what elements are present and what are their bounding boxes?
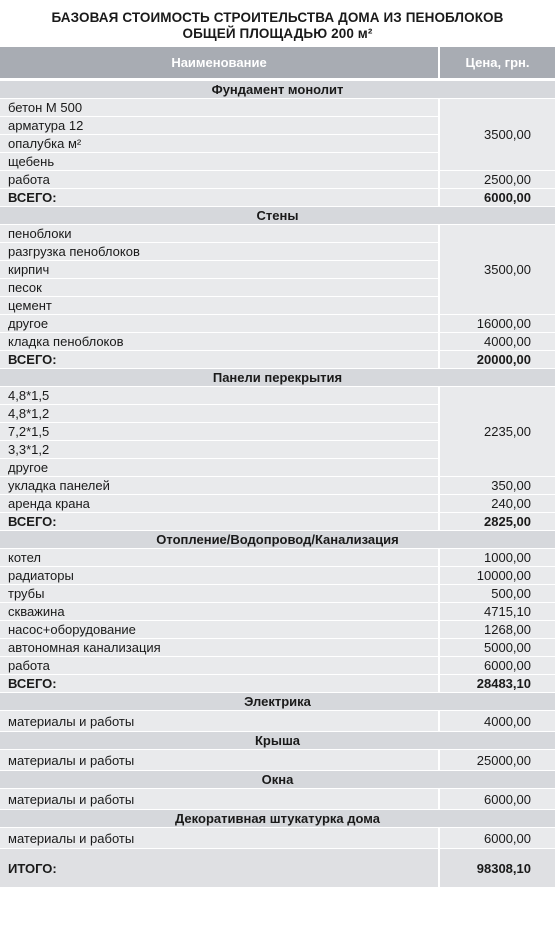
table-row <box>0 387 555 404</box>
table-row <box>0 621 555 638</box>
section-header <box>0 207 555 224</box>
item-name: трубы <box>0 585 438 602</box>
item-name: кладка пеноблоков <box>0 333 438 350</box>
item-name: кирпич <box>0 261 438 278</box>
section-title: Отопление/Водопровод/Канализация <box>0 531 555 548</box>
item-price: 5000,00 <box>438 639 555 656</box>
item-name: насос+оборудование <box>0 621 438 638</box>
title-line-2: ОБЩЕЙ ПЛОЩАДЬЮ 200 м² <box>182 26 373 41</box>
table-row <box>0 828 555 848</box>
table-row <box>0 333 555 350</box>
item-name: материалы и работы <box>0 828 438 848</box>
table-row <box>0 549 555 566</box>
item-name: работа <box>0 657 438 674</box>
item-price: 3500,00 <box>438 225 555 314</box>
item-name: пеноблоки <box>0 225 438 242</box>
item-name: разгрузка пеноблоков <box>0 243 438 260</box>
table-row <box>0 567 555 584</box>
section-header <box>0 693 555 710</box>
section-header <box>0 81 555 98</box>
item-price: 3500,00 <box>438 99 555 170</box>
item-price: 16000,00 <box>438 315 555 332</box>
section-header <box>0 732 555 749</box>
item-name: песок <box>0 279 438 296</box>
section-header <box>0 369 555 386</box>
item-price: 350,00 <box>438 477 555 494</box>
total-row <box>0 189 555 206</box>
item-price: 4715,10 <box>438 603 555 620</box>
total-price: 6000,00 <box>438 189 555 206</box>
item-name: опалубка м² <box>0 135 438 152</box>
item-name: щебень <box>0 153 438 170</box>
item-price: 6000,00 <box>438 828 555 848</box>
table-row <box>0 789 555 809</box>
item-name: бетон М 500 <box>0 99 438 116</box>
total-row <box>0 675 555 692</box>
table-header <box>0 47 555 80</box>
table-row <box>0 225 555 242</box>
item-price: 1000,00 <box>438 549 555 566</box>
item-name: укладка панелей <box>0 477 438 494</box>
page-title <box>0 0 555 46</box>
item-name: скважина <box>0 603 438 620</box>
section-header <box>0 771 555 788</box>
item-price: 6000,00 <box>438 789 555 809</box>
total-price: 2825,00 <box>438 513 555 530</box>
item-name: работа <box>0 171 438 188</box>
section-title: Декоративная штукатурка дома <box>0 810 555 827</box>
item-name: арматура 12 <box>0 117 438 134</box>
item-price: 500,00 <box>438 585 555 602</box>
grand-total-label: ИТОГО: <box>0 849 438 887</box>
item-price: 4000,00 <box>438 711 555 731</box>
item-name: материалы и работы <box>0 750 438 770</box>
total-price: 28483,10 <box>438 675 555 692</box>
item-name: материалы и работы <box>0 711 438 731</box>
item-name: материалы и работы <box>0 789 438 809</box>
table-row <box>0 603 555 620</box>
item-name: другое <box>0 315 438 332</box>
total-label: ВСЕГО: <box>0 351 438 368</box>
item-name: цемент <box>0 297 438 314</box>
section-title: Фундамент монолит <box>0 81 555 98</box>
section-header <box>0 810 555 827</box>
item-name: радиаторы <box>0 567 438 584</box>
table-row <box>0 711 555 731</box>
total-row <box>0 513 555 530</box>
table-row <box>0 495 555 512</box>
item-name: 4,8*1,5 <box>0 387 438 404</box>
item-name: другое <box>0 459 438 476</box>
total-label: ВСЕГО: <box>0 675 438 692</box>
section-title: Стены <box>0 207 555 224</box>
table-row <box>0 171 555 188</box>
section-title: Электрика <box>0 693 555 710</box>
total-label: ВСЕГО: <box>0 513 438 530</box>
table-row <box>0 657 555 674</box>
item-name: котел <box>0 549 438 566</box>
grand-total-row <box>0 849 555 887</box>
total-price: 20000,00 <box>438 351 555 368</box>
item-price: 10000,00 <box>438 567 555 584</box>
section-header <box>0 531 555 548</box>
grand-total-price: 98308,10 <box>438 849 555 887</box>
price-table <box>0 46 555 888</box>
section-title: Панели перекрытия <box>0 369 555 386</box>
item-name: автономная канализация <box>0 639 438 656</box>
item-name: 4,8*1,2 <box>0 405 438 422</box>
header-name: Наименование <box>0 47 438 80</box>
table-row <box>0 639 555 656</box>
table-row <box>0 99 555 116</box>
total-row <box>0 351 555 368</box>
item-name: 7,2*1,5 <box>0 423 438 440</box>
item-price: 4000,00 <box>438 333 555 350</box>
total-label: ВСЕГО: <box>0 189 438 206</box>
section-title: Окна <box>0 771 555 788</box>
table-row <box>0 315 555 332</box>
section-title: Крыша <box>0 732 555 749</box>
item-price: 1268,00 <box>438 621 555 638</box>
item-price: 25000,00 <box>438 750 555 770</box>
item-name: аренда крана <box>0 495 438 512</box>
item-price: 240,00 <box>438 495 555 512</box>
table-row <box>0 477 555 494</box>
item-price: 2500,00 <box>438 171 555 188</box>
item-name: 3,3*1,2 <box>0 441 438 458</box>
header-price: Цена, грн. <box>438 47 555 80</box>
table-row <box>0 750 555 770</box>
table-row <box>0 585 555 602</box>
item-price: 6000,00 <box>438 657 555 674</box>
title-line-1: БАЗОВАЯ СТОИМОСТЬ СТРОИТЕЛЬСТВА ДОМА ИЗ ПЕНОБЛОКОВ <box>51 10 504 25</box>
item-price: 2235,00 <box>438 387 555 476</box>
